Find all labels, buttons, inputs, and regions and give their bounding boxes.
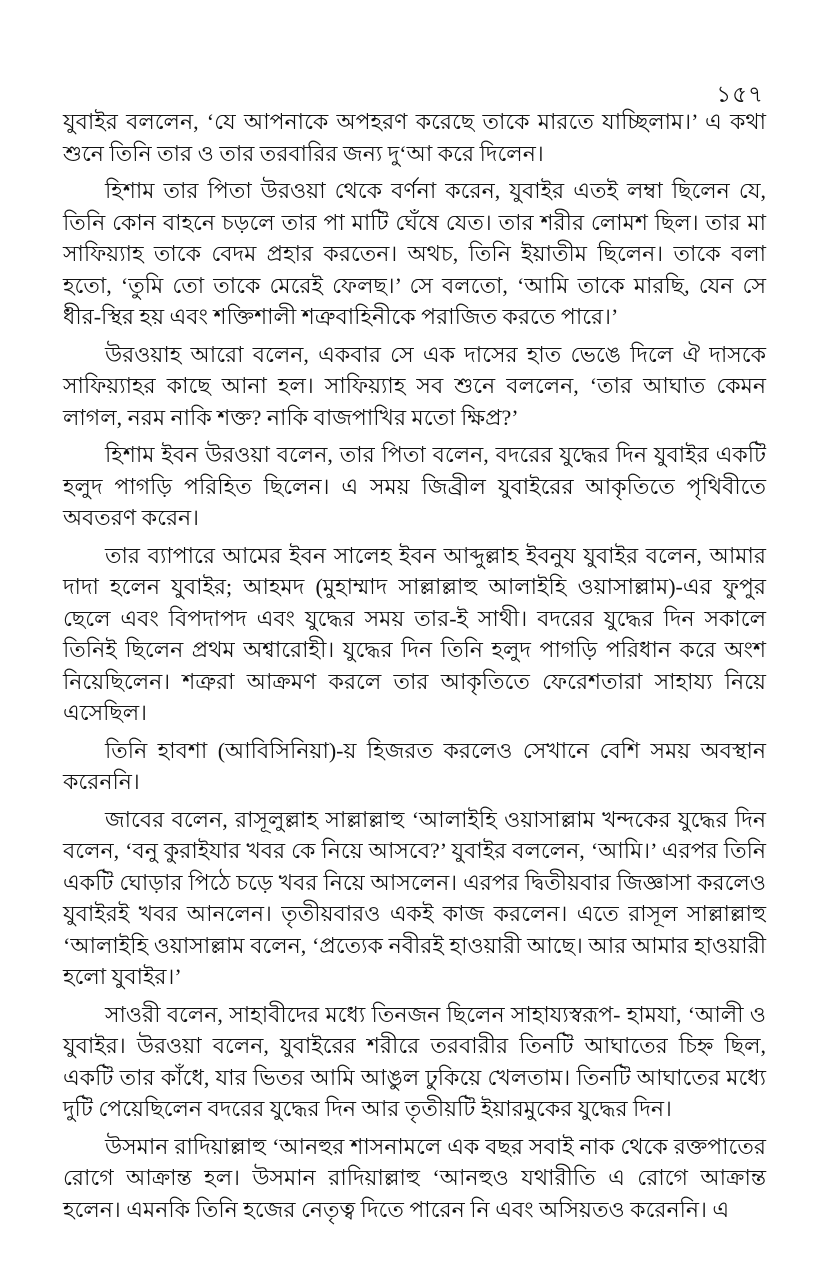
paragraph-5: তার ব্যাপারে আমের ইবন সালেহ ইবন আব্দুল্লাহ ইবনুয যুবাইর বলেন, আমার দাদা হলেন যুবাইর; আহমদ (মুহাম্মাদ সাল্লাল্লাহু আলাইহি ওয়াসাল্লাম)-এর ফুপুর ছেলে এবং বিপদাপদ এবং যুদ্ধের সময় তার-ই সাথী। বদরের যুদ্ধের দিন সকালে তিনিই ছিলেন প্রথম অশ্বারোহী। যুদ্ধের দিন তিনি হলুদ পাগড়ি পরিধান করে অংশ নিয়েছিলেন। শত্রুরা আক্রমণ করলে তার আকৃতিতে ফেরেশতারা সাহায্য নিয়ে এসেছিল।: [63, 542, 766, 725]
page-body: [63, 106, 766, 1231]
paragraph-1: যুবাইর বললেন, ‘যে আপনাকে অপহরণ করেছে তাকে মারতে যাচ্ছিলাম।’ এ কথা শুনে তিনি তার ও তার তরবারির জন্য দু‘আ করে দিলেন।: [63, 109, 766, 166]
paragraph-7: জাবের বলেন, রাসূলুল্লাহ সাল্লাল্লাহু ‘আলাইহি ওয়াসাল্লাম খন্দকের যুদ্ধের দিন বলেন, ‘বনু কুরাইযার খবর কে নিয়ে আসবে?’ যুবাইর বললেন, ‘আমি।’ এরপর তিনি একটি ঘোড়ার পিঠে চড়ে খবর নিয়ে আসলেন। এরপর দ্বিতীয়বার জিজ্ঞাসা করলেও যুবাইরই খবর আনলেন। তৃতীয়বারও একই কাজ করলেন। এতে রাসূল সাল্লাল্লাহু ‘আলাইহি ওয়াসাল্লাম বলেন, ‘প্রত্যেক নবীরই হাওয়ারী আছে। আর আমার হাওয়ারী হলো যুবাইর।’: [63, 806, 766, 989]
page-number: ১৫৭: [716, 82, 764, 107]
paragraph-2: হিশাম তার পিতা উরওয়া থেকে বর্ণনা করেন, যুবাইর এতই লম্বা ছিলেন যে, তিনি কোন বাহনে চড়লে তার পা মাটি ঘেঁষে যেত। তার শরীর লোমশ ছিল। তার মা সাফিয়্যাহ তাকে বেদম প্রহার করতেন। অথচ, তিনি ইয়াতীম ছিলেন। তাকে বলা হতো, ‘তুমি তো তাকে মেরেই ফেলছ।’ সে বলতো, ‘আমি তাকে মারছি, যেন সে ধীর-স্থির হয় এবং শক্তিশালী শত্রুবাহিনীকে পরাজিত করতে পারে।’: [63, 178, 766, 329]
paragraph-8: সাওরী বলেন, সাহাবীদের মধ্যে তিনজন ছিলেন সাহায্যস্বরূপ- হামযা, ‘আলী ও যুবাইর। উরওয়া বলেন, যুবাইরের শরীরে তরবারীর তিনটি আঘাতের চিহ্ন ছিল, একটি তার কাঁধে, যার ভিতর আমি আঙুল ঢুকিয়ে খেলতাম। তিনটি আঘাতের মধ্যে দুটি পেয়েছিলেন বদরের যুদ্ধের দিন আর তৃতীয়টি ইয়ারমুকের যুদ্ধের দিন।: [63, 1001, 766, 1121]
paragraph-4: হিশাম ইবন উরওয়া বলেন, তার পিতা বলেন, বদরের যুদ্ধের দিন যুবাইর একটি হলুদ পাগড়ি পরিহিত ছিলেন। এ সময় জিব্রীল যুবাইরের আকৃতিতে পৃথিবীতে অবতরণ করেন।: [63, 442, 766, 530]
paragraph-6: তিনি হাবশা (আবিসিনিয়া)-য় হিজরত করলেও সেখানে বেশি সময় অবস্থান করেননি।: [63, 737, 766, 794]
paragraph-9: উসমান রাদিয়াল্লাহু ‘আনহুর শাসনামলে এক বছর সবাই নাক থেকে রক্তপাতের রোগে আক্রান্ত হল। উসমান রাদিয়াল্লাহু ‘আনহুও যথারীতি এ রোগে আক্রান্ত হলেন। এমনকি তিনি হজের নেতৃত্ব দিতে পারেন নি এবং অসিয়তও করেননি। এ: [63, 1133, 766, 1222]
paragraph-3: উরওয়াহ আরো বলেন, একবার সে এক দাসের হাত ভেঙে দিলে ঐ দাসকে সাফিয়্যাহর কাছে আনা হল। সাফিয়্যাহ সব শুনে বললেন, ‘তার আঘাত কেমন লাগল, নরম নাকি শক্ত? নাকি বাজপাখির মতো ক্ষিপ্র?’: [63, 341, 766, 430]
